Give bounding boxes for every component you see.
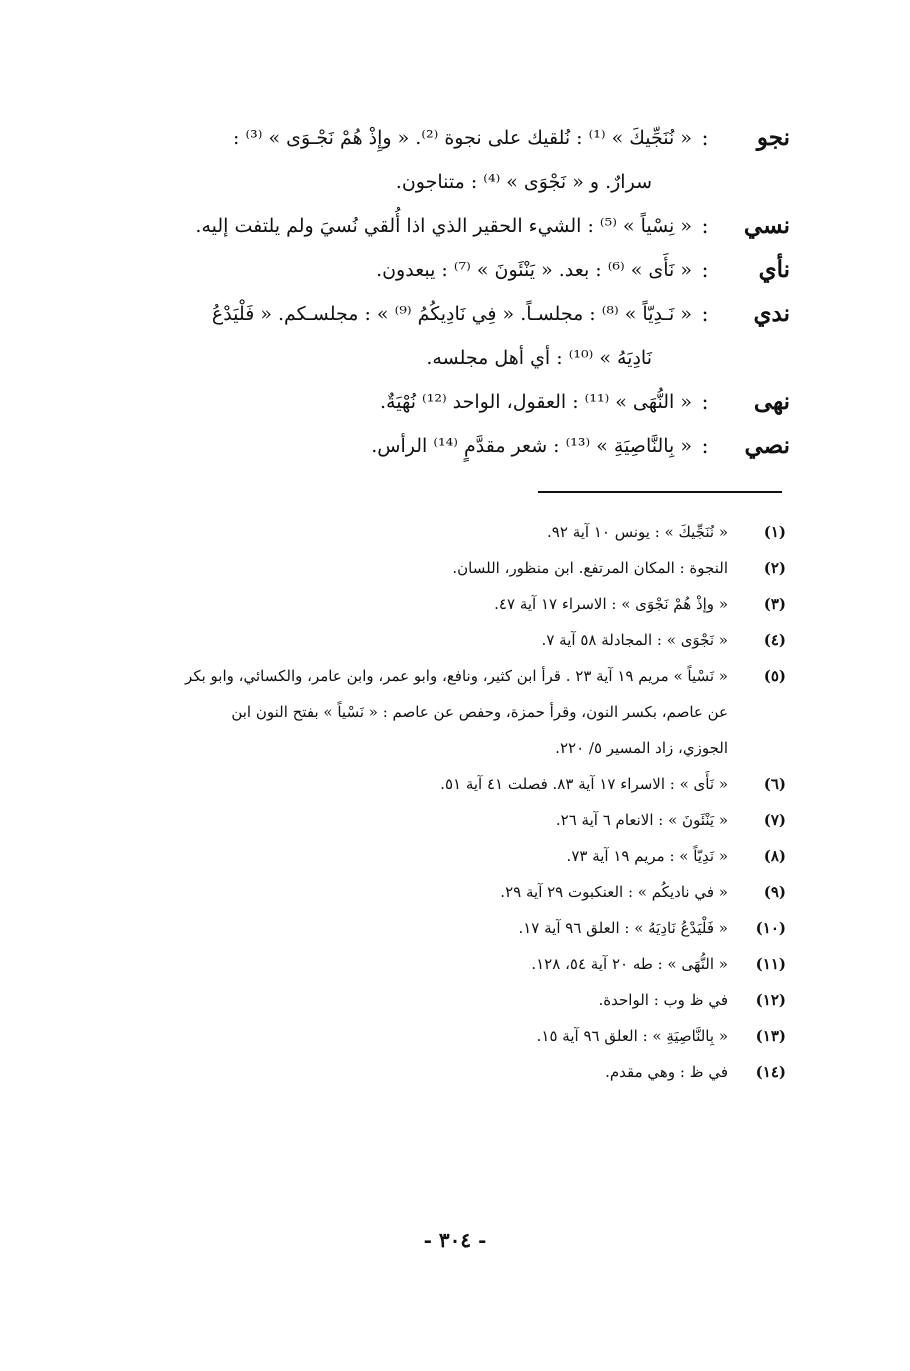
entry-nahy — [100, 380, 790, 424]
footnote-text — [106, 514, 728, 550]
footnote — [106, 550, 786, 586]
footnote-number: (١٣) — [755, 1027, 786, 1045]
entry-separator: : — [701, 434, 709, 458]
footnote — [106, 586, 786, 622]
footnote-line: « وإذْ هُمْ نَجْوَى » : الاسراء ١٧ آية ٤٧. — [494, 595, 728, 613]
definition-line: « نِسْياً » ⁽⁵⁾ : الشيء الحقير الذي اذا أُلقي نُسيَ ولم يلتفت إليه. — [195, 215, 692, 237]
entry-definition — [100, 204, 692, 248]
entry-separator: : — [701, 302, 709, 326]
footnote-line: « نَدِيّاً » : مريم ١٩ آية ٧٣. — [566, 847, 728, 865]
footnote-text — [106, 982, 728, 1018]
footnote — [106, 1018, 786, 1054]
footnote-text — [106, 1018, 728, 1054]
entry-headword: نهى — [753, 388, 790, 415]
entry-separator: : — [701, 214, 709, 238]
page-number: - ٣٠٤ - — [423, 1228, 487, 1252]
footnote — [106, 622, 786, 658]
footnote-number: (١١) — [755, 955, 786, 973]
footnote-number: (١٢) — [755, 991, 786, 1009]
entry-definition — [100, 116, 692, 204]
footnote-line: « فَلْيَدْعُ نَادِيَهُ » : العلق ٩٦ آية ١٧. — [518, 919, 728, 937]
entry-najw — [100, 116, 790, 204]
footnote-text — [106, 622, 728, 658]
footnote-line: عن عاصم، بكسر النون، وقرأ حمزة، وحفص عن عاصم : « نَسْياً » بفتح النون ابن — [231, 703, 728, 721]
entry-headword: ندي — [753, 300, 790, 327]
footnote-number: (١) — [763, 523, 786, 541]
footnote-number: (٦) — [763, 775, 786, 793]
footnote-line: « نَسْياً » مريم ١٩ آية ٢٣ . قرأ ابن كثير، ونافع، وابو عمر، وابن عامر، والكسائي، وابو بكر — [185, 667, 728, 685]
footnote-text — [106, 550, 728, 586]
footnote-number: (١٠) — [755, 919, 786, 937]
footnotes — [106, 514, 786, 1090]
footnote-text — [106, 910, 728, 946]
footnote-line: في ظ وب : الواحدة. — [598, 991, 728, 1009]
footnote — [106, 514, 786, 550]
footnote-number: (٥) — [763, 667, 786, 685]
footnote — [106, 874, 786, 910]
footnote-line: النجوة : المكان المرتفع. ابن منظور، اللسان. — [452, 559, 728, 577]
footnote-text — [106, 874, 728, 910]
entry-headword: نسي — [743, 212, 790, 239]
entry-nay — [100, 248, 790, 292]
footnote-divider — [538, 491, 782, 493]
entry-separator: : — [701, 390, 709, 414]
footnote-line: « يَنْئَونَ » : الانعام ٦ آية ٢٦. — [555, 811, 728, 829]
footnote — [106, 946, 786, 982]
footnote-text — [106, 658, 728, 766]
footnote — [106, 658, 786, 766]
footnote-number: (٨) — [763, 847, 786, 865]
footnote-text — [106, 766, 728, 802]
footnote — [106, 838, 786, 874]
definition-line: نَادِيَهُ » ⁽¹⁰⁾ : أي أهل مجلسه. — [426, 347, 652, 369]
entry-headword: نأي — [758, 256, 790, 283]
footnote-number: (٩) — [763, 883, 786, 901]
entry-headword: نصي — [744, 432, 790, 459]
footnote-line: « نَأَى » : الاسراء ١٧ آية ٨٣. فصلت ٤١ آية ٥١. — [440, 775, 728, 793]
definition-line: « بِالنَّاصِيَةِ » ⁽¹³⁾ : شعر مقدَّمٍ ⁽¹⁴⁾ الرأس. — [371, 435, 692, 457]
entry-definition — [100, 424, 692, 468]
footnote-number: (٧) — [763, 811, 786, 829]
entry-nasy — [100, 204, 790, 248]
footnote-number: (٢) — [763, 559, 786, 577]
footnote — [106, 766, 786, 802]
entry-separator: : — [701, 258, 709, 282]
footnote-text — [106, 946, 728, 982]
footnote-number: (١٤) — [755, 1063, 786, 1081]
dictionary-entries — [100, 116, 790, 468]
definition-line: « نَـدِيّاً » ⁽⁸⁾ : مجلسـاً. « فِي نَادِيكُمُ ⁽⁹⁾ » : مجلسـكم. « فَلْيَدْعُ — [211, 303, 692, 325]
footnote-line: الجوزي، زاد المسير ٥/ ٢٢٠. — [555, 739, 728, 757]
footnote-line: « في ناديكُم » : العنكبوت ٢٩ آية ٢٩. — [500, 883, 728, 901]
entry-nasy-forelock — [100, 424, 790, 468]
footnote — [106, 1054, 786, 1090]
footnote — [106, 802, 786, 838]
footnote-line: « نُنَجِّيكَ » : يونس ١٠ آية ٩٢. — [547, 523, 728, 541]
footnote-number: (٤) — [763, 631, 786, 649]
footnote — [106, 910, 786, 946]
footnote-line: في ظ : وهي مقدم. — [605, 1063, 728, 1081]
footnote-line: « النُّهَى » : طه ٢٠ آية ٥٤، ١٢٨. — [531, 955, 728, 973]
entry-definition — [100, 380, 692, 424]
footnote-number: (٣) — [763, 595, 786, 613]
footnote-text — [106, 586, 728, 622]
definition-line: سرارٌ. و « نَجْوَى » ⁽⁴⁾ : متناجون. — [395, 171, 652, 193]
footnote-text — [106, 1054, 728, 1090]
entry-separator: : — [701, 126, 709, 150]
entry-definition — [100, 248, 692, 292]
definition-line: « نَأَى » ⁽⁶⁾ : بعد. « يَنْئَونَ » ⁽⁷⁾ : يبعدون. — [376, 259, 692, 281]
footnote-line: « نَجْوَى » : المجادلة ٥٨ آية ٧. — [541, 631, 728, 649]
entry-nady — [100, 292, 790, 380]
footnote-text — [106, 838, 728, 874]
definition-line: « النُّهَى » ⁽¹¹⁾ : العقول، الواحد ⁽¹²⁾ نُهْيَةٌ. — [380, 391, 692, 413]
footnote-text — [106, 802, 728, 838]
definition-line: « نُنَجِّيكَ » ⁽¹⁾ : نُلقيك على نجوة ⁽²⁾. « وإِذْ هُمْ نَجْـوَى » ⁽³⁾ : — [233, 127, 692, 149]
entry-headword: نجو — [756, 124, 790, 151]
footnote — [106, 982, 786, 1018]
footnote-line: « بِالنَّاصِيَةِ » : العلق ٩٦ آية ١٥. — [536, 1027, 728, 1045]
entry-definition — [100, 292, 692, 380]
